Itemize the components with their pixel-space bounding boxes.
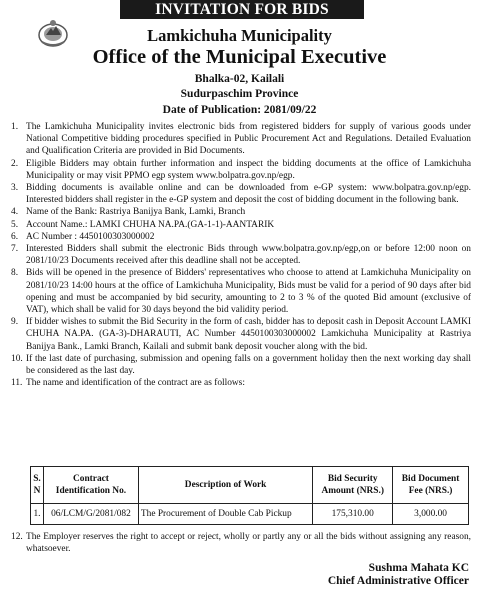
address-line-2: Sudurpaschim Province: [180, 88, 299, 100]
item-text: The name and identification of the contract are as follows:: [26, 378, 245, 389]
signatory-title: Chief Administrative Officer: [327, 575, 469, 587]
list-item: [0, 267, 479, 316]
item-number: 12.: [11, 532, 23, 542]
signatory-name: Sushma Mahata KC: [368, 562, 469, 574]
list-item: [0, 531, 479, 555]
header-document-fee: Bid Document Fee (NRS.): [393, 467, 469, 504]
cell-document-fee: 3,000.00: [393, 504, 469, 525]
item-number: 9.: [11, 317, 19, 328]
item-text: If bidder wishes to submit the Bid Security in the form of cash, bidder has to deposit cash in Deposit Account LAMKI CHUHA NA.PA. (GA-3)-DHARAUTI, AC Number 4450100303000002 Lamkichuha Municipality at Rastriya Banijya Bank., Lamki Branch, Kailali and submit bank deposit voucher along with the bid.: [26, 317, 471, 352]
item-text: AC Number : 4450100303000002: [26, 231, 155, 242]
banner-title: INVITATION FOR BIDS: [120, 0, 364, 19]
header-sn: S. N: [31, 467, 44, 504]
list-item-12: [0, 531, 479, 555]
list-item: [0, 231, 479, 243]
item-number: 7.: [11, 244, 19, 255]
item-number: 2.: [11, 158, 19, 169]
list-item: [0, 121, 479, 158]
list-item: [0, 158, 479, 182]
header-contract-id: Contract Identification No.: [43, 467, 138, 504]
list-item: [0, 182, 479, 206]
item-number: 6.: [11, 231, 19, 242]
office-title: Office of the Municipal Executive: [92, 46, 387, 68]
table-header-row: [31, 467, 469, 504]
list-item: [0, 316, 479, 353]
table-row: [31, 504, 469, 525]
list-item: [0, 353, 479, 377]
cell-bid-security: 175,310.00: [313, 504, 393, 525]
item-text: Eligible Bidders may obtain further information and inspect the bidding documents at the office of Lamkichuha Municipality or may visit PPMO egp system www.bolpatra.gov.np/egp.: [26, 158, 471, 181]
item-text: Name of the Bank: Rastriya Banijya Bank, Lamki, Branch: [26, 207, 246, 218]
list-item: [0, 206, 479, 218]
item-number: 4.: [11, 207, 19, 218]
cell-sn: 1.: [31, 504, 44, 525]
item-number: 8.: [11, 268, 19, 279]
cell-description: The Procurement of Double Cab Pickup: [138, 504, 312, 525]
item-number: 3.: [11, 183, 19, 194]
item-number: 1.: [11, 122, 19, 132]
municipality-name: Lamkichuha Municipality: [147, 26, 332, 45]
publication-date: Date of Publication: 2081/09/22: [162, 104, 317, 116]
item-number: 5.: [11, 219, 19, 230]
item-text: The Employer reserves the right to accept or reject, wholly or partly any or all the bids without assigning any reason, whatsoever.: [26, 532, 471, 555]
contract-table: [30, 466, 469, 525]
cell-contract-id: 06/LCM/G/2081/082: [43, 504, 138, 525]
address-line-1: Bhalka-02, Kailali: [194, 73, 285, 85]
item-text: If the last date of purchasing, submission and opening falls on a government holiday then the next working day shall be considered as the last day.: [26, 353, 471, 377]
item-text: Bids will be opened in the presence of Bidders' representatives who choose to attend at Lamkichuha Municipality on 2081/10/23 14:00 hours at the office of Lamkichuha Municipality, Bids must be valid for a period of 90 days after bid opening and must be accompanied by bid security, amounting to 2 to 3 % of the quoted Bid amount (exclusive of VAT), which shall be valid for 30 days beyond the bid validity period.: [26, 268, 471, 316]
list-item: [0, 377, 479, 389]
header-description: Description of Work: [138, 467, 312, 504]
item-text: Bidding documents is available online and can be downloaded from e-GP system: www.bolpatra.gov.np/egp. Interested bidders shall register in the e-GP system and deposit the cost of bidding document in the following bank.: [26, 183, 471, 206]
list-item: [0, 219, 479, 231]
list-item: [0, 243, 479, 267]
item-number: 11.: [11, 378, 23, 389]
item-text: Interested Bidders shall submit the electronic Bids through www.bolpatra.gov.np/egp,on or before 12:00 noon on 2081/10/23 Documents received after this deadline shall not be accepted.: [26, 244, 471, 267]
header-bid-security: Bid Security Amount (NRS.): [313, 467, 393, 504]
item-text: Account Name.: LAMKI CHUHA NA.PA.(GA-1-1)-AANTARIK: [26, 219, 275, 230]
notice-items: [0, 121, 479, 389]
item-number: 10.: [11, 353, 23, 364]
item-text: The Lamkichuha Municipality invites electronic bids from registered bidders for supply of various goods under National Competitive bidding procedures specified in Public Procurement Act and Regulations. Detailed Evaluation and Qualification Criteria are provided in Bid Documents.: [26, 122, 471, 157]
